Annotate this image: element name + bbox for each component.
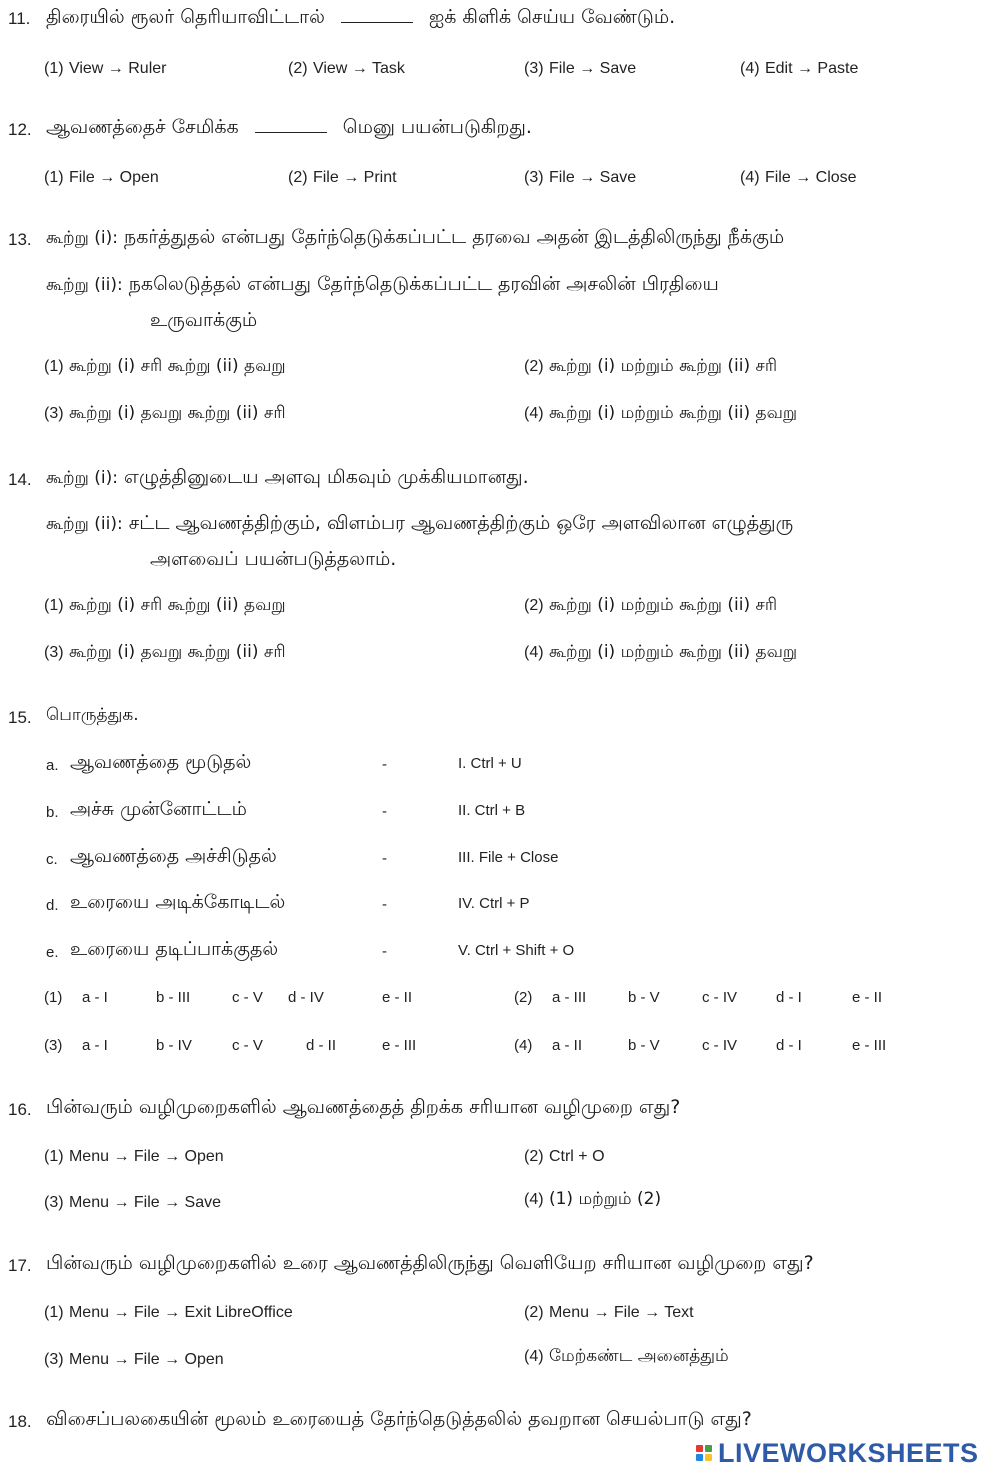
option-text: கூற்று (i) மற்றும் கூற்று (ii) தவறு — [548, 403, 798, 423]
question-number: 15. — [8, 708, 32, 727]
match-right-item: III. File + Close — [458, 849, 559, 866]
match-right-item: IV. Ctrl + P — [458, 895, 530, 912]
answer-part: c - V — [232, 989, 263, 1006]
option-label: (4) — [740, 60, 760, 77]
option[interactable] — [524, 1146, 605, 1166]
answer-part: d - I — [776, 989, 802, 1006]
option[interactable] — [44, 356, 286, 378]
answer-option[interactable] — [514, 1037, 887, 1054]
option-label: (4) — [524, 1191, 544, 1208]
match-dash: - — [382, 896, 387, 913]
answer-part: d - IV — [288, 989, 324, 1006]
option-label: (4) — [524, 644, 544, 661]
option-text: View → Ruler — [68, 60, 167, 77]
question-text: பின்வரும் வழிமுறைகளில் ஆவணத்தைத் திறக்க சரியான வழிமுறை எது? — [46, 1096, 681, 1118]
option[interactable] — [524, 1346, 729, 1368]
option-label: (2) — [524, 1304, 544, 1321]
answer-part: a - I — [82, 989, 108, 1006]
question-text-before: ஆவணத்தைச் சேமிக்க — [46, 116, 239, 138]
match-dash: - — [382, 850, 387, 867]
match-letter: b. — [46, 804, 59, 821]
option[interactable] — [524, 167, 636, 187]
match-letter: a. — [46, 757, 59, 774]
match-right-item: V. Ctrl + Shift + O — [458, 942, 575, 959]
option-text: கூற்று (i) மற்றும் கூற்று (ii) தவறு — [548, 642, 798, 662]
option-text: File → Print — [312, 169, 397, 186]
match-right-item: II. Ctrl + B — [458, 802, 526, 819]
match-left-item: உரையை தடிப்பாக்குதல் — [70, 938, 279, 960]
question-text — [46, 6, 675, 31]
option-text: கூற்று (i) சரி கூற்று (ii) தவறு — [68, 595, 286, 615]
question-number: 17. — [8, 1256, 32, 1275]
option-text: Menu → File → Open — [68, 1148, 224, 1165]
match-letter: d. — [46, 897, 59, 914]
statement-label: கூற்று (ii): — [46, 514, 123, 534]
option-text: Edit → Paste — [764, 60, 859, 77]
answer-option[interactable] — [514, 989, 883, 1006]
option-label: (4) — [740, 169, 760, 186]
answer-part: c - V — [232, 1037, 263, 1054]
question-text-after: ஐக் கிளிக் செய்ய வேண்டும். — [428, 6, 676, 28]
statement-2-continuation: உருவாக்கும் — [150, 309, 258, 331]
option-label: (2) — [288, 60, 308, 77]
logo-square — [705, 1445, 712, 1452]
option-label: (1) — [44, 60, 64, 77]
option[interactable] — [44, 167, 159, 187]
question-text-before: திரையில் ரூலர் தெரியாவிட்டால் — [46, 6, 325, 28]
option[interactable] — [524, 403, 797, 425]
option-label: (3) — [44, 1037, 63, 1054]
answer-part: b - III — [156, 989, 191, 1006]
option-label: (1) — [44, 989, 63, 1006]
match-dash: - — [382, 943, 387, 960]
match-left-item: அச்சு முன்னோட்டம் — [70, 798, 247, 820]
option-text: Menu → File → Exit LibreOffice — [68, 1304, 293, 1321]
answer-part: e - III — [382, 1037, 417, 1054]
question-number: 16. — [8, 1100, 32, 1119]
option[interactable] — [44, 642, 286, 664]
statement-text: நகர்த்துதல் என்பது தேர்ந்தெடுக்கப்பட்ட தரவை அதன் இடத்திலிருந்து நீக்கும் — [124, 226, 785, 248]
question-text: பின்வரும் வழிமுறைகளில் உரை ஆவணத்திலிருந்து வெளியேற சரியான வழிமுறை எது? — [46, 1252, 814, 1274]
question-text-after: மெனு பயன்படுகிறது. — [342, 116, 532, 138]
option[interactable] — [44, 1192, 221, 1212]
option[interactable] — [524, 356, 777, 378]
question-number: 14. — [8, 470, 32, 489]
option-text: File → Save — [548, 169, 637, 186]
answer-option[interactable] — [44, 1037, 417, 1054]
option[interactable] — [44, 1349, 224, 1369]
answer-part: a - III — [552, 989, 587, 1006]
option[interactable] — [524, 642, 797, 664]
statement-text: சட்ட ஆவணத்திற்கும், விளம்பர ஆவணத்திற்கும் ஒரே அளவிலான எழுத்துரு — [128, 512, 794, 534]
logo-square — [696, 1445, 703, 1452]
question-number: 13. — [8, 230, 32, 249]
option-label: (4) — [524, 1348, 544, 1365]
answer-blank[interactable] — [341, 22, 413, 23]
match-left-item: ஆவணத்தை அச்சிடுதல் — [70, 845, 277, 867]
option-label: (3) — [44, 405, 64, 422]
match-letter: e. — [46, 944, 59, 961]
option-label: (3) — [524, 60, 544, 77]
option[interactable] — [288, 167, 397, 187]
option-text: Menu → File → Save — [68, 1194, 222, 1211]
option[interactable] — [524, 595, 777, 617]
statement-1 — [46, 466, 529, 491]
option[interactable] — [44, 403, 286, 425]
answer-part: e - II — [852, 989, 883, 1006]
answer-part: e - II — [382, 989, 413, 1006]
option-label: (3) — [44, 644, 64, 661]
logo-square — [705, 1454, 712, 1461]
liveworksheets-logo — [696, 1439, 979, 1467]
option[interactable] — [288, 58, 405, 78]
option-label: (3) — [44, 1194, 64, 1211]
answer-part: a - II — [552, 1037, 583, 1054]
statement-2 — [46, 273, 719, 298]
question-text: விசைப்பலகையின் மூலம் உரையைத் தேர்ந்தெடுத்தலில் தவறான செயல்பாடு எது? — [46, 1408, 752, 1430]
option-label: (2) — [524, 358, 544, 375]
option[interactable] — [44, 1146, 224, 1166]
answer-part: b - V — [628, 989, 660, 1006]
question-number: 12. — [8, 120, 32, 139]
option[interactable] — [44, 1302, 293, 1322]
option-text: (1) மற்றும் (2) — [548, 1189, 662, 1209]
statement-2-continuation: அளவைப் பயன்படுத்தலாம். — [150, 548, 397, 570]
match-dash: - — [382, 756, 387, 773]
option[interactable] — [44, 58, 166, 78]
answer-part: e - III — [852, 1037, 887, 1054]
option-label: (1) — [44, 597, 64, 614]
option-label: (3) — [524, 169, 544, 186]
option[interactable] — [740, 58, 858, 78]
option[interactable] — [524, 1189, 661, 1211]
statement-text: நகலெடுத்தல் என்பது தேர்ந்தெடுக்கப்பட்ட தரவின் அசலின் பிரதியை — [128, 273, 719, 295]
option[interactable] — [44, 595, 286, 617]
option-label: (3) — [44, 1351, 64, 1368]
statement-text: எழுத்தினுடைய அளவு மிகவும் முக்கியமானது. — [124, 466, 529, 488]
statement-label: கூற்று (i): — [46, 468, 118, 488]
option-text: Menu → File → Open — [68, 1351, 224, 1368]
logo-mark-icon — [696, 1445, 712, 1461]
match-left-item: உரையை அடிக்கோடிடல் — [70, 891, 286, 913]
option-label: (2) — [288, 169, 308, 186]
option-text: File → Open — [68, 169, 159, 186]
option-label: (1) — [44, 1304, 64, 1321]
statement-label: கூற்று (i): — [46, 228, 118, 248]
option-text: கூற்று (i) மற்றும் கூற்று (ii) சரி — [548, 595, 778, 615]
answer-part: c - IV — [702, 1037, 738, 1054]
statement-1 — [46, 226, 784, 251]
answer-part: a - I — [82, 1037, 108, 1054]
logo-text: LIVEWORKSHEETS — [718, 1437, 979, 1468]
match-letter: c. — [46, 851, 58, 868]
question-number: 18. — [8, 1412, 32, 1431]
option-label: (2) — [524, 597, 544, 614]
option-text: கூற்று (i) மற்றும் கூற்று (ii) சரி — [548, 356, 778, 376]
option[interactable] — [524, 58, 636, 78]
answer-part: b - V — [628, 1037, 660, 1054]
answer-part: d - I — [776, 1037, 802, 1054]
option-text: File → Save — [548, 60, 637, 77]
answer-blank[interactable] — [255, 132, 327, 133]
option-label: (1) — [44, 169, 64, 186]
option[interactable] — [524, 1302, 694, 1322]
option-text: கூற்று (i) சரி கூற்று (ii) தவறு — [68, 356, 286, 376]
option-text: கூற்று (i) தவறு கூற்று (ii) சரி — [68, 642, 286, 662]
option-text: மேற்கண்ட அனைத்தும் — [548, 1346, 729, 1366]
answer-part: d - II — [306, 1037, 337, 1054]
option-label: (4) — [514, 1037, 533, 1054]
match-dash: - — [382, 803, 387, 820]
option-text: View → Task — [312, 60, 405, 77]
option-text: Menu → File → Text — [548, 1304, 694, 1321]
option-label: (1) — [44, 1148, 64, 1165]
question-text: பொருத்துக. — [46, 705, 139, 725]
logo-square — [696, 1454, 703, 1461]
question-number: 11. — [8, 9, 31, 28]
option-text: File → Close — [764, 169, 857, 186]
option[interactable] — [740, 167, 857, 187]
option-label: (4) — [524, 405, 544, 422]
statement-2 — [46, 512, 793, 537]
answer-option[interactable] — [44, 989, 413, 1006]
match-right-item: I. Ctrl + U — [458, 755, 522, 772]
question-text — [46, 116, 532, 141]
option-label: (2) — [524, 1148, 544, 1165]
option-text: Ctrl + O — [548, 1148, 605, 1165]
option-label: (1) — [44, 358, 64, 375]
statement-label: கூற்று (ii): — [46, 275, 123, 295]
match-left-item: ஆவணத்தை மூடுதல் — [70, 751, 252, 773]
option-label: (2) — [514, 989, 533, 1006]
answer-part: b - IV — [156, 1037, 192, 1054]
option-text: கூற்று (i) தவறு கூற்று (ii) சரி — [68, 403, 286, 423]
answer-part: c - IV — [702, 989, 738, 1006]
